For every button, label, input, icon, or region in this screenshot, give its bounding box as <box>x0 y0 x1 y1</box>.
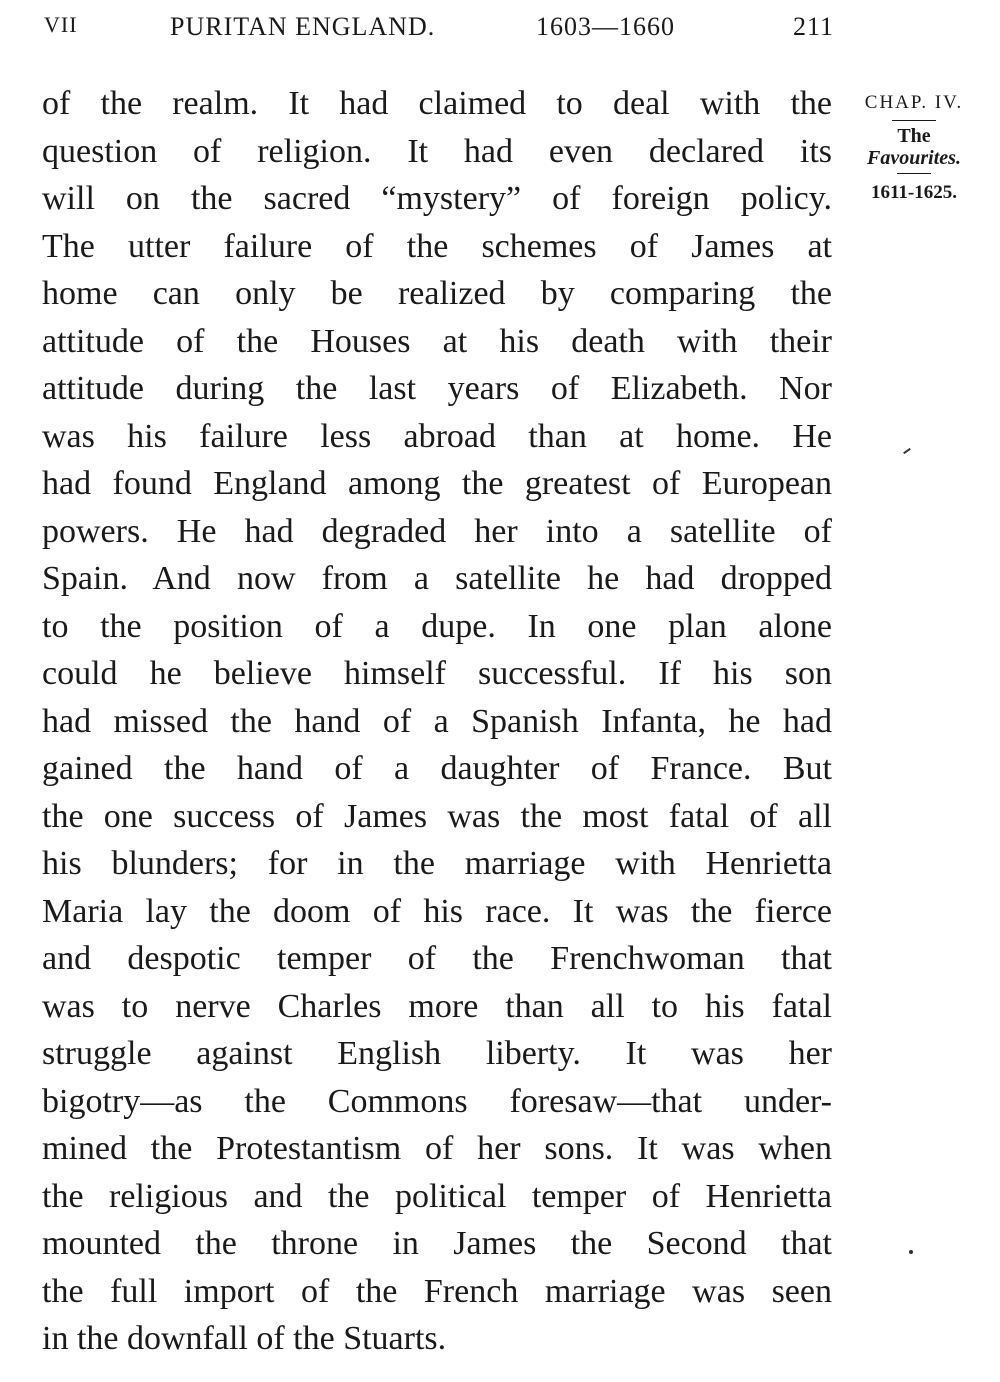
margin-dates: 1611-1625. <box>870 182 958 203</box>
margin-heading: The <box>897 125 931 147</box>
text-line: gained the hand of a daughter of France. But <box>42 750 832 787</box>
ink-speck <box>909 1250 913 1254</box>
ink-speck <box>903 448 911 454</box>
text-line: Spain. And now from a satellite he had dropped <box>42 560 832 597</box>
page-number: 211 <box>792 12 834 41</box>
text-line: home can only be realized by comparing the <box>42 275 832 312</box>
running-head <box>44 12 834 48</box>
body-text <box>42 80 832 1363</box>
text-line: struggle against English liberty. It was her <box>42 1035 832 1072</box>
text-line: had found England among the greatest of European <box>42 465 832 502</box>
margin-note <box>848 92 980 204</box>
text-line: in the downfall of the Stuarts. <box>42 1320 447 1357</box>
text-line: attitude during the last years of Elizabeth. Nor <box>42 370 832 407</box>
text-line: his blunders; for in the marriage with Henrietta <box>42 845 832 882</box>
text-line: was to nerve Charles more than all to his fatal <box>42 987 832 1025</box>
text-line: and despotic temper of the Frenchwoman that <box>42 940 832 977</box>
text-line: powers. He had degraded her into a satellite of <box>42 512 832 550</box>
text-line: the full import of the French marriage was seen <box>42 1272 832 1310</box>
text-line: the religious and the political temper of Henrietta <box>42 1177 832 1215</box>
margin-rule <box>892 120 936 121</box>
text-line: mined the Protestantism of her sons. It was when <box>42 1130 832 1167</box>
margin-heading: Favourites. <box>867 147 961 169</box>
text-line: question of religion. It had even declared its <box>42 132 832 170</box>
text-line: attitude of the Houses at his death with their <box>42 322 832 360</box>
text-line: to the position of a dupe. In one plan alone <box>42 607 832 645</box>
running-head-title: PURITAN ENGLAND. <box>170 12 436 41</box>
margin-rule <box>897 173 931 174</box>
text-line: bigotry—as the Commons foresaw—that under- <box>42 1082 832 1120</box>
text-line: The utter failure of the schemes of James at <box>42 227 832 265</box>
running-head-years: 1603—1660 <box>536 12 675 41</box>
text-line: will on the sacred “mystery” of foreign policy. <box>42 180 832 217</box>
margin-chapter: CHAP. IV. <box>864 92 964 113</box>
text-line: could he believe himself successful. If his son <box>42 655 832 692</box>
text-line: mounted the throne in James the Second that <box>42 1225 832 1262</box>
running-head-chapter: VII <box>44 12 78 37</box>
text-line: Maria lay the doom of his race. It was the fierce <box>42 892 832 930</box>
text-line: of the realm. It had claimed to deal with the <box>42 85 832 122</box>
text-line: had missed the hand of a Spanish Infanta, he had <box>42 702 832 740</box>
text-line: was his failure less abroad than at home. He <box>42 417 832 455</box>
text-line: the one success of James was the most fatal of all <box>42 797 832 835</box>
